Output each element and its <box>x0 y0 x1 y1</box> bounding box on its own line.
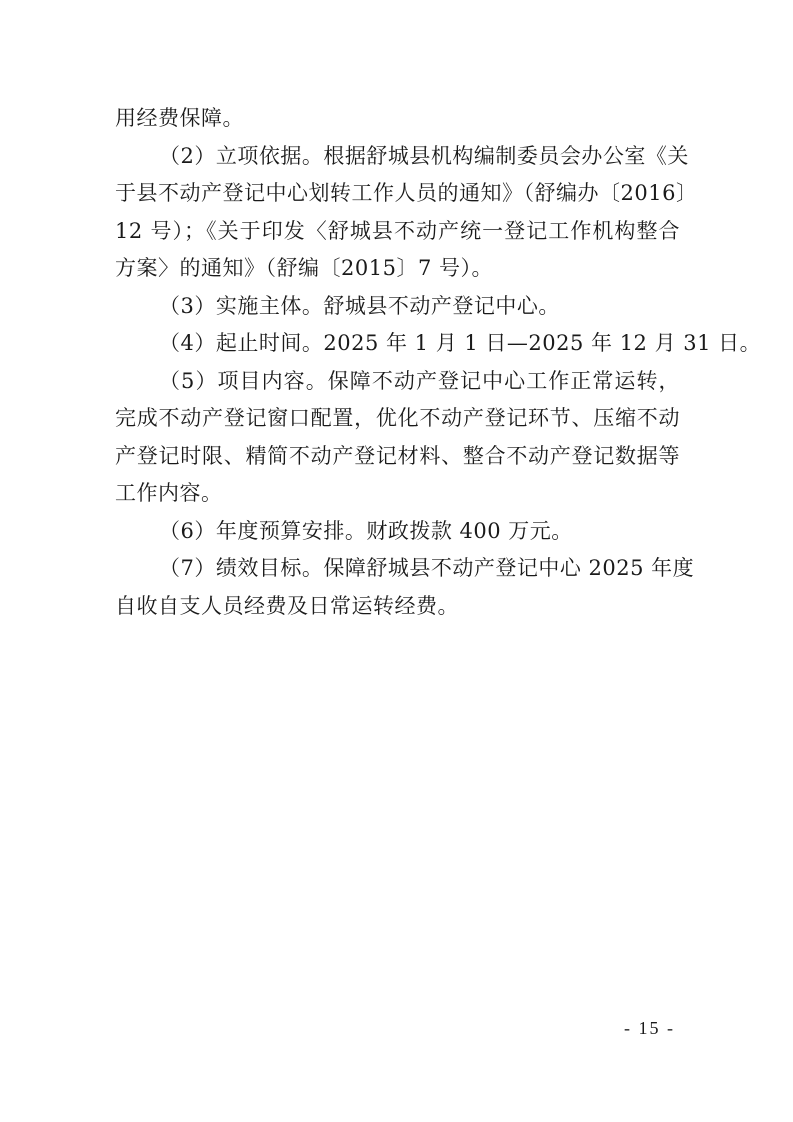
text-line: （2）立项依据。根据舒城县机构编制委员会办公室《关 <box>159 143 689 168</box>
text-line: 方案〉的通知》（舒编〔2015〕7 号）。 <box>115 256 493 280</box>
text-line: （3）实施主体。舒城县不动产登记中心。 <box>159 293 560 318</box>
document-body <box>115 100 762 625</box>
text-line: 完成不动产登记窗口配置，优化不动产登记环节、压缩不动 <box>115 406 680 430</box>
text-line: （7）绩效目标。保障舒城县不动产登记中心 2025 年度 <box>159 556 695 580</box>
text-line: 自收自支人员经费及日常运转经费。 <box>115 593 459 618</box>
text-line: 用经费保障。 <box>115 106 244 130</box>
text-line: 工作内容。 <box>115 481 223 505</box>
text-line: 12 号）；《关于印发〈舒城县不动产统一登记工作机构整合 <box>115 218 680 243</box>
text-line: （6）年度预算安排。财政拨款 400 万元。 <box>159 518 573 543</box>
text-line: 产登记时限、精简不动产登记材料、整合不动产登记数据等 <box>115 443 680 468</box>
text-line: 于县不动产登记中心划转工作人员的通知》（舒编办〔2016〕 <box>115 181 698 205</box>
text-line: （4）起止时间。2025 年 1 月 1 日—2025 年 12 月 31 日。 <box>159 331 762 355</box>
text-line: （5）项目内容。保障不动产登记中心工作正常运转， <box>159 368 680 393</box>
page-number: - 15 - <box>624 1018 675 1038</box>
